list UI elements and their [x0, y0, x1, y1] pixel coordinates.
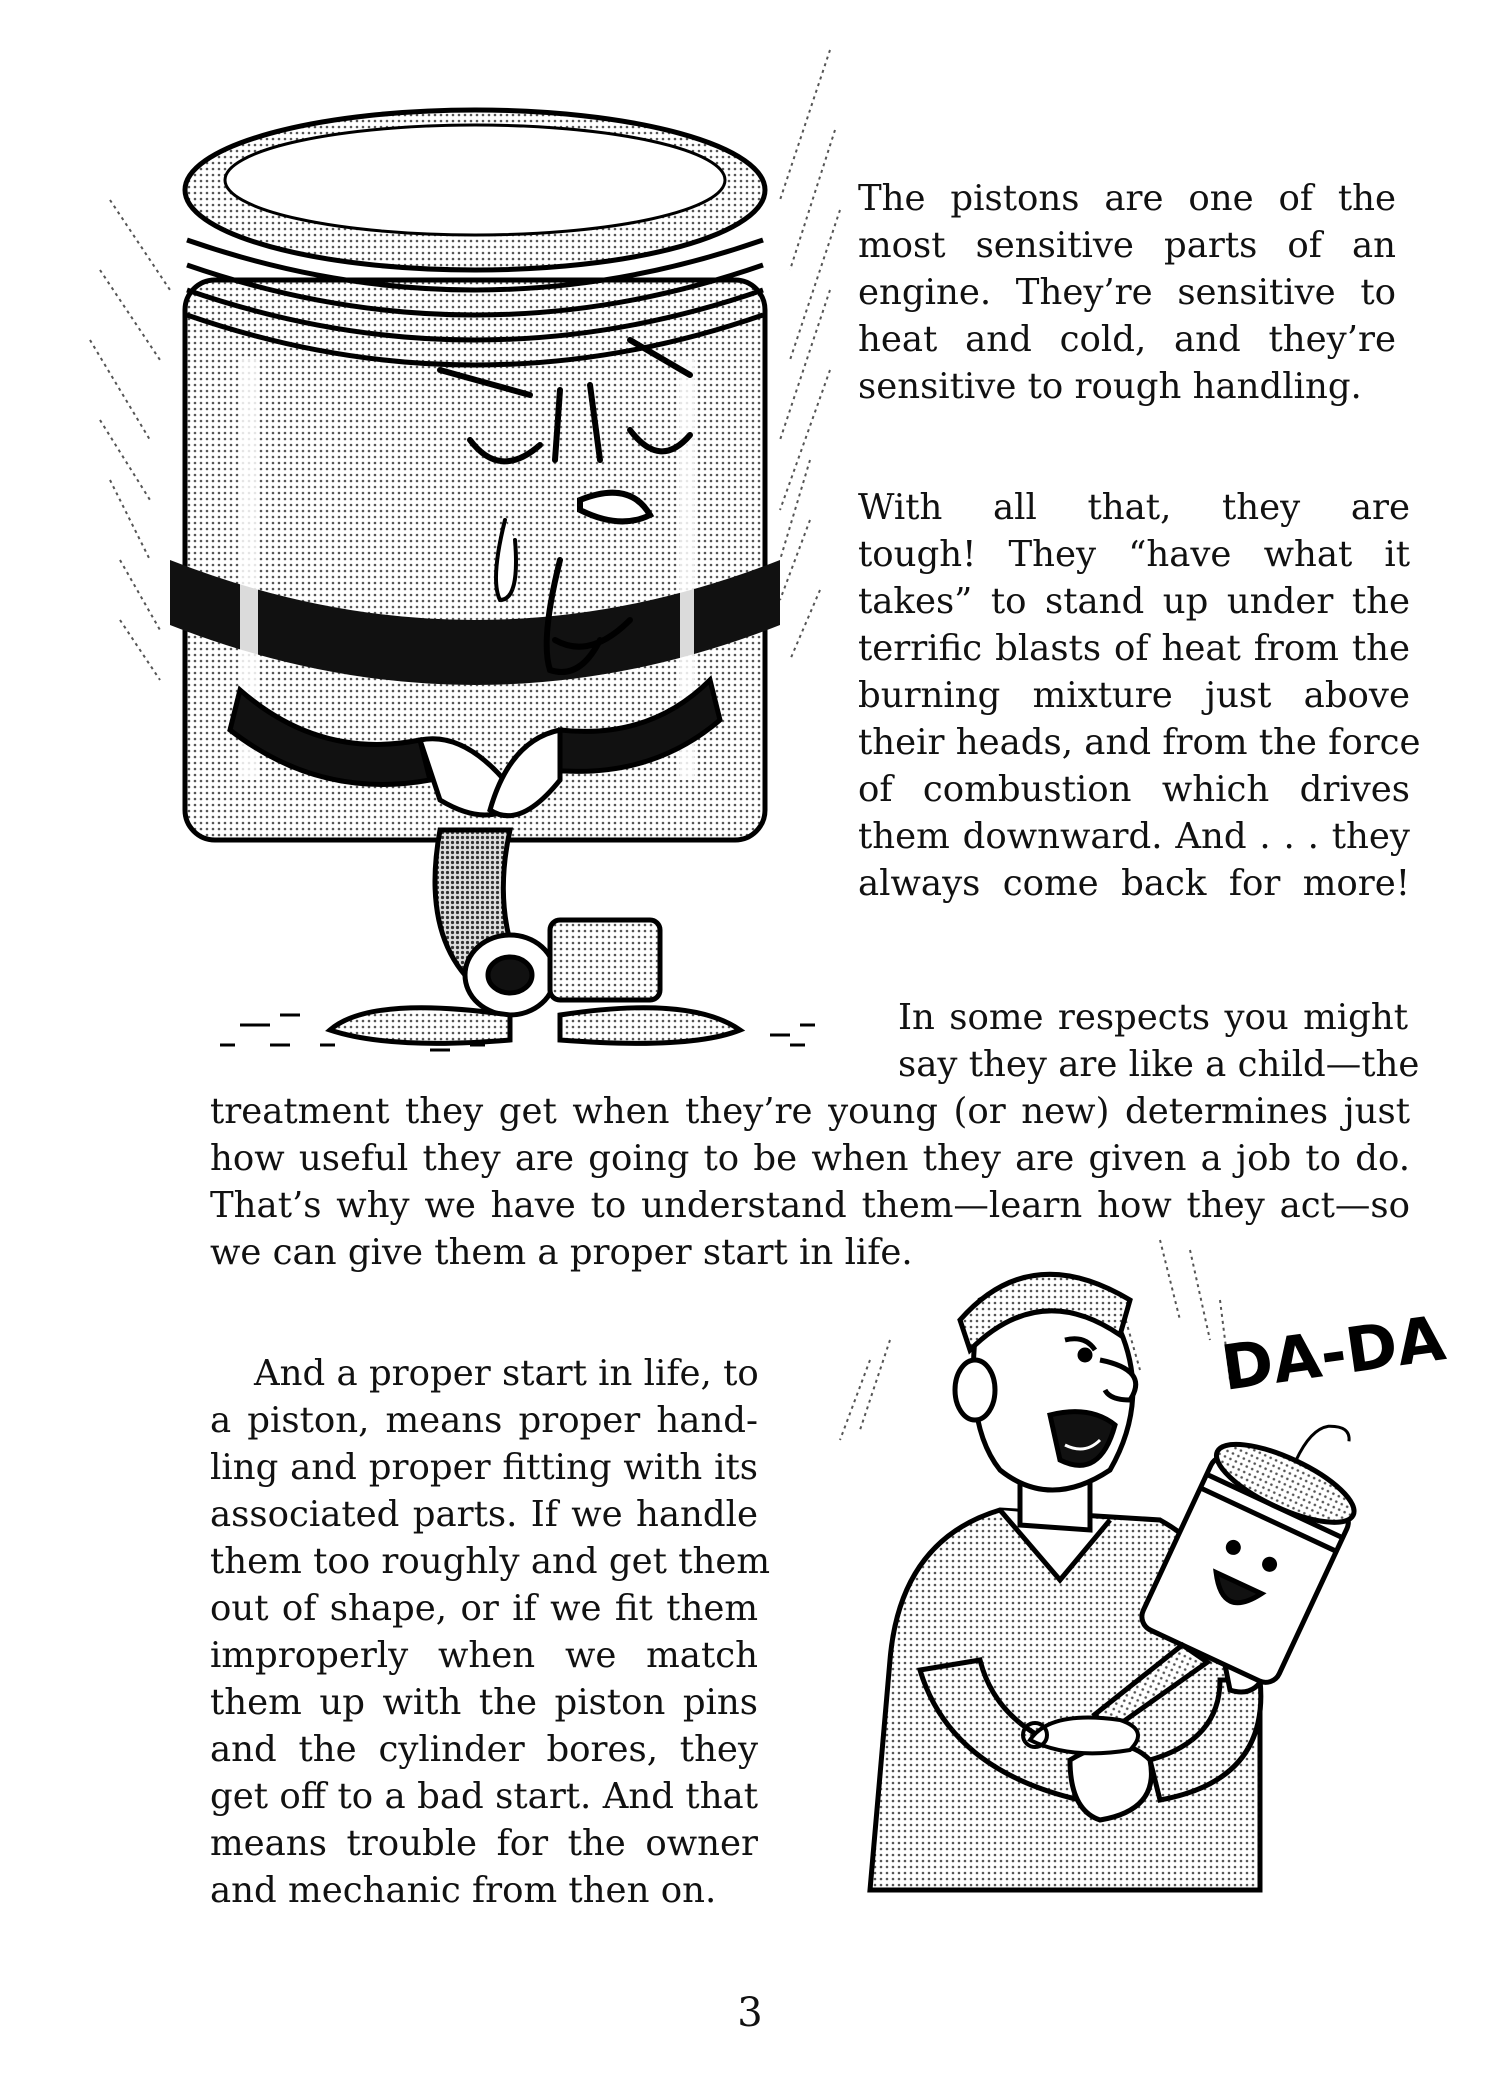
text-line: most sensitive parts of an [858, 225, 1396, 266]
paragraph-pistons-sensitive [858, 175, 1396, 410]
text-line: heat and cold, and they’re [858, 319, 1396, 360]
text-line: The pistons are one of the [858, 178, 1396, 219]
mechanic-with-piston-illustration [830, 1240, 1450, 1890]
text-line: them downward. And . . . they [858, 816, 1410, 857]
sound-effect-text: DA-DA [1216, 1301, 1450, 1405]
text-line: ling and proper fitting with its [210, 1447, 758, 1488]
text-line: say they are like a child—the [898, 1044, 1420, 1085]
text-line: terrific blasts of heat from the [858, 628, 1410, 669]
text-line: of combustion which drives [858, 769, 1410, 810]
text-line: improperly when we match [210, 1635, 758, 1676]
text-line: out of shape, or if we fit them [210, 1588, 758, 1629]
text-line: always come back for more! [858, 863, 1410, 904]
text-line: how useful they are going to be when they are given a job to do. [210, 1138, 1410, 1179]
text-line: sensitive to rough handling. [858, 366, 1362, 407]
paragraph-pistons-tough [858, 484, 1421, 907]
text-line: them too roughly and get them [210, 1541, 770, 1582]
text-line: takes” to stand up under the [858, 581, 1410, 622]
text-line: tough! They “have what it [858, 534, 1410, 575]
text-line: That’s why we have to understand them—learn how they act—so [210, 1185, 1410, 1226]
text-line: and the cylinder bores, they [210, 1729, 758, 1770]
text-line: means trouble for the owner [210, 1823, 758, 1864]
text-line: get off to a bad start. And that [210, 1776, 758, 1817]
safety-pin [1023, 1718, 1138, 1754]
text-line: we can give them a proper start in life. [210, 1232, 913, 1273]
text-line: With all that, they are [858, 487, 1410, 528]
text-line: And a proper start in life, to [254, 1353, 759, 1394]
piston-character-illustration [90, 40, 850, 1060]
page-number: 3 [737, 1990, 763, 2036]
text-line: associated parts. If we handle [210, 1494, 758, 1535]
text-line: burning mixture just above [858, 675, 1410, 716]
paragraph-like-a-child-intro [898, 994, 1420, 1088]
text-line: engine. They’re sensitive to [858, 272, 1396, 313]
text-line: treatment they get when they’re young (or new) determines just [210, 1091, 1410, 1132]
text-line: them up with the piston pins [210, 1682, 758, 1723]
paragraph-proper-start [210, 1350, 770, 1914]
text-line: a piston, means proper hand- [210, 1400, 758, 1441]
text-line: their heads, and from the force [858, 722, 1421, 763]
text-line: and mechanic from then on. [210, 1870, 717, 1911]
connecting-rod-legs [330, 830, 740, 1043]
text-line: In some respects you might [898, 997, 1408, 1038]
